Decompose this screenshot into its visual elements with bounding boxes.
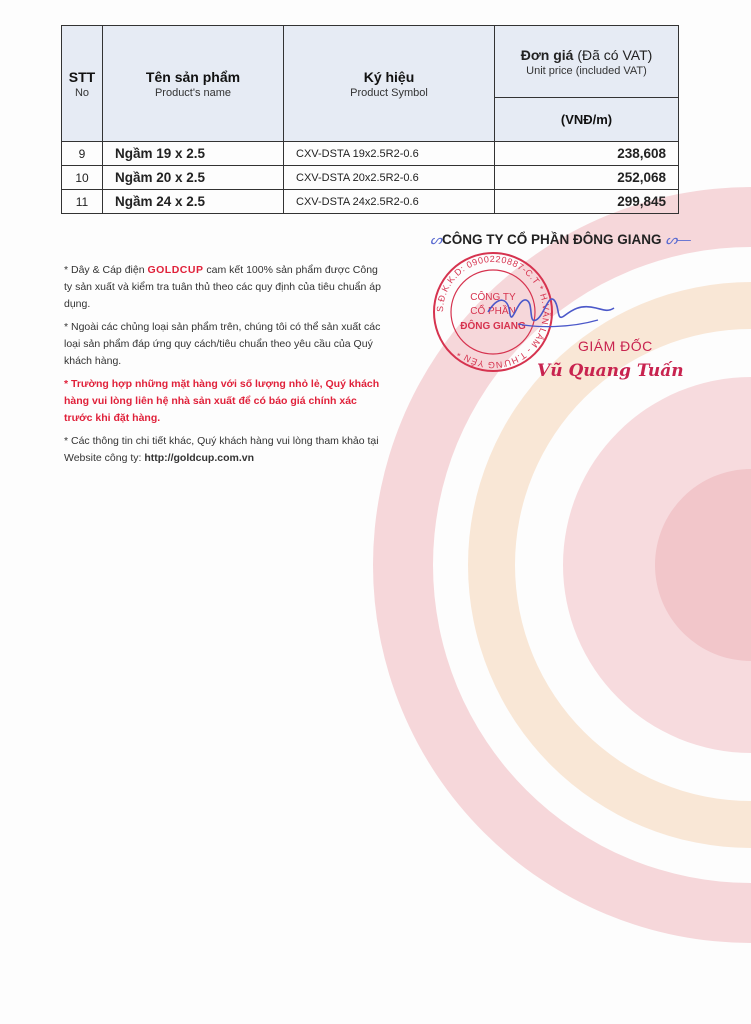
header-unit-price: Đơn giá (Đã có VAT) Unit price (included VAT) [495, 26, 679, 98]
row-product-symbol: CXV-DSTA 19x2.5R2-0.6 [284, 142, 495, 166]
table-row [62, 166, 679, 190]
table-row [62, 190, 679, 214]
note-small-orders: * Trường hợp những mặt hàng với số lượng nhỏ lẻ, Quý khách hàng vui lòng liên hệ nhà sản xuất để có báo giá chính xác trước khi đặt hàng. [64, 378, 380, 424]
row-product-name: Ngầm 20 x 2.5 [103, 166, 284, 190]
company-name: ᔕCÔNG TY CỔ PHẦN ĐÔNG GIANG ᔕ— [430, 232, 691, 247]
table-row [62, 142, 679, 166]
note-quality: * Dây & Cáp điện GOLDCUP cam kết 100% sản phẩm được Công ty sản xuất và kiểm tra tuân thủ theo các quy định của tiêu chuẩn áp dụng. [64, 264, 381, 310]
stamp-line-1: CÔNG TY [470, 292, 516, 303]
website-link[interactable]: http://goldcup.com.vn [144, 452, 255, 464]
stamp-ring-text: S.Đ.K.K.D: 0900220887-C.T * H.VĂN LÂM - T.HƯNG YÊN * [434, 253, 552, 371]
row-product-name: Ngầm 24 x 2.5 [103, 190, 284, 214]
row-price: 238,608 [495, 142, 679, 166]
row-price: 299,845 [495, 190, 679, 214]
notes-block [64, 262, 384, 473]
row-product-name: Ngầm 19 x 2.5 [103, 142, 284, 166]
stamp-line-3: ĐÔNG GIANG [460, 321, 526, 332]
director-name: Vũ Quang Tuấn [537, 361, 684, 381]
signature-mark-left: ᔕ [430, 232, 443, 247]
signature-mark-right: ᔕ— [661, 232, 691, 247]
stamp-line-2: CỔ PHẦN [470, 306, 516, 317]
row-product-symbol: CXV-DSTA 24x2.5R2-0.6 [284, 190, 495, 214]
director-title: GIÁM ĐỐC [578, 338, 653, 354]
handwritten-signature [478, 290, 618, 340]
row-stt: 11 [62, 190, 103, 214]
row-price: 252,068 [495, 166, 679, 190]
header-product-name: Tên sản phẩm Product's name [103, 26, 284, 142]
note-website: * Các thông tin chi tiết khác, Quý khách hàng vui lòng tham khảo tại Website công ty: http://goldcup.com.vn [64, 435, 379, 464]
brand-goldcup: GOLDCUP [147, 264, 204, 276]
header-product-symbol: Ký hiệu Product Symbol [284, 26, 495, 142]
row-stt: 9 [62, 142, 103, 166]
row-product-symbol: CXV-DSTA 20x2.5R2-0.6 [284, 166, 495, 190]
header-currency: (VNĐ/m) [495, 98, 679, 142]
row-stt: 10 [62, 166, 103, 190]
header-stt: STT No [62, 26, 103, 142]
price-table [61, 25, 679, 214]
note-custom-products: * Ngoài các chủng loại sản phẩm trên, chúng tôi có thể sản xuất các loại sản phẩm đáp ứng quy cách/tiêu chuẩn theo yêu cầu của Quý khách hàng. [64, 321, 381, 367]
